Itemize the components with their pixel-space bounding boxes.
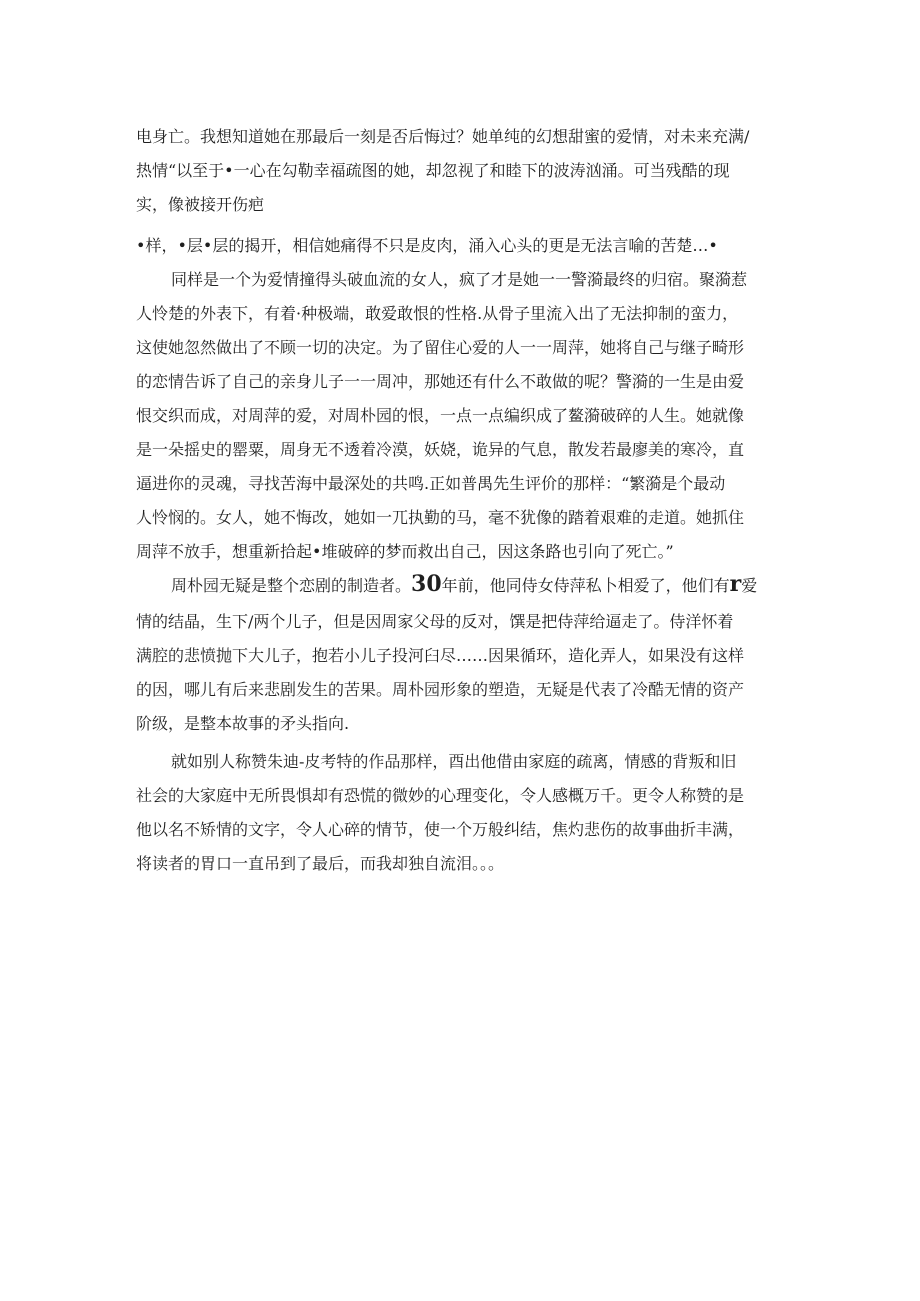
paragraph-start-line xyxy=(171,571,758,597)
text-line: 他以名不矫情的文字，令人心碎的情节，使一个万般纠结，焦灼悲伤的故事曲折丰满， xyxy=(136,820,745,839)
text-line: •样，•层•层的揭开，相信她痛得不只是皮肉，涌入心头的更是无法言喻的苦楚…• xyxy=(136,236,718,255)
text-line: 人怜楚的外表下，有着·种极端，敢爱敢恨的性格.从骨子里流入出了无法抑制的蛮力， xyxy=(136,304,739,323)
year-number: 30 xyxy=(411,571,442,597)
text-line: 阶级，是整本故事的矛头指向. xyxy=(136,714,350,733)
text-span: 年前，他同侍女侍萍私卜相爱了，他们有 xyxy=(441,576,730,595)
text-line: 逼进你的灵魂，寻找苦海中最深处的共鸣.正如普禺先生评价的那样：“繁漪是个最动 xyxy=(136,474,726,493)
paragraph-start-line: 同样是一个为爱情撞得头破血流的女人，疯了才是她一一警漪最终的归宿。聚漪惹 xyxy=(171,270,748,289)
stray-letter: r xyxy=(729,571,742,597)
text-line: 满腔的悲愤抛下大儿子，抱若小儿子投河臼尽……因果循环，造化弄人，如果没有这样 xyxy=(136,646,745,665)
text-line: 将读者的胃口一直吊到了最后，而我却独自流泪。。。 xyxy=(136,854,505,873)
text-line: 电身亡。我想知道她在那最后一刻是否后悔过？她单纯的幻想甜蜜的爱情，对未来充满/ xyxy=(136,127,750,146)
text-line: 热情“以至于•一心在勾勒幸福疏图的她，却忽视了和睦下的波涛汹涌。可当残酷的现 xyxy=(136,161,730,180)
paragraph-start-line: 就如别人称赞朱迪-皮考特的作品那样，酉出他借由家庭的疏离，情感的背叛和旧 xyxy=(171,752,737,771)
text-line: 周萍不放手，想重新拾起•堆破碎的梦而救出自己，因这条路也引向了死亡。” xyxy=(136,542,674,561)
text-line: 情的结晶，生下/两个儿子，但是因周家父母的反对，馔是把侍萍给逼走了。侍洋怀着 xyxy=(136,612,734,631)
text-line: 社会的大家庭中无所畏惧却有恐慌的微妙的心理变化，令人感概万千。更令人称赞的是 xyxy=(136,786,745,805)
text-span: 周朴园无疑是整个恋剧的制造者。 xyxy=(171,576,412,595)
text-line: 人怜悯的。女人，她不悔改，她如一兀执勤的马，毫不犹像的踏着艰难的走道。她抓住 xyxy=(136,508,745,527)
text-line: 的因，哪儿有后来悲剧发生的苦果。周朴园形象的塑造，无疑是代表了冷酷无情的资产 xyxy=(136,680,745,699)
text-span: 爱 xyxy=(741,576,758,595)
text-line: 的恋情告诉了自己的亲身儿子一一周冲，那她还有什么不敢做的呢？警漪的一生是由爱 xyxy=(136,372,745,391)
text-line: 实，像被接开伤疤 xyxy=(136,195,265,214)
text-line: 这使她忽然做出了不顾一切的决定。为了留住心爱的人一一周萍，她将自己与继子畸形 xyxy=(136,338,745,357)
text-line: 恨交织而成，对周萍的爱，对周朴园的恨，一点一点编织成了鳌漪破碎的人生。她就像 xyxy=(136,406,745,425)
text-line: 是一朵摇史的罂粟，周身无不透着冷漠，妖娆，诡异的气息，散发若最廖美的寒冷，直 xyxy=(136,440,745,459)
